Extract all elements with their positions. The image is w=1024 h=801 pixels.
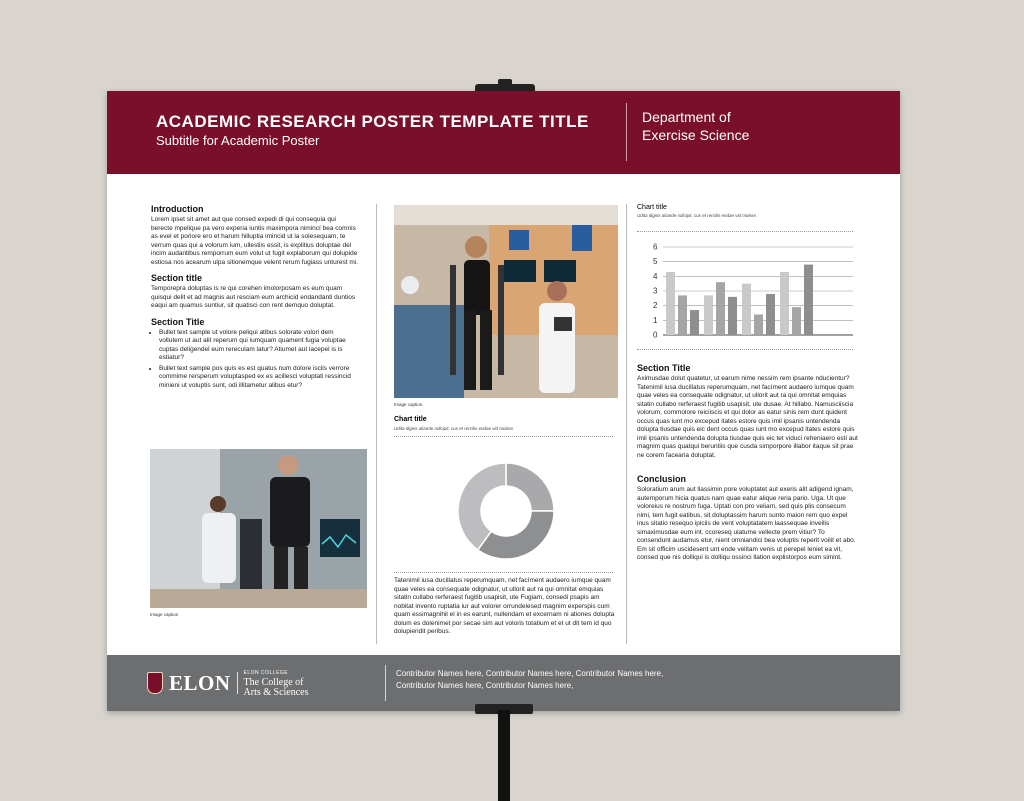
y-tick-label: 5 — [653, 257, 658, 267]
bar — [678, 295, 687, 335]
bar — [804, 265, 813, 335]
poster-title: ACADEMIC RESEARCH POSTER TEMPLATE TITLE — [156, 112, 589, 131]
image-caption-2: Image caption — [394, 402, 423, 407]
bullet-item: • Bullet text sample pos quis es est quatus num dolore iscils verrore commime rersperum voluptasped ex es acillesci voluptati ressincid minieni ut voluptis sunt, odi illitametur alibus etur? — [159, 365, 359, 391]
bar — [690, 310, 699, 335]
header-divider — [626, 103, 627, 161]
poster-header — [107, 91, 900, 174]
y-tick-label: 6 — [653, 242, 658, 252]
donut-slice — [506, 463, 554, 511]
shield-icon — [147, 672, 163, 694]
y-tick-label: 0 — [653, 330, 658, 340]
y-tick-label: 4 — [653, 271, 658, 281]
bar — [754, 314, 763, 335]
elon-wordmark: ELON — [169, 670, 231, 695]
column-1 — [151, 204, 359, 396]
section3-heading: Section Title — [637, 363, 691, 373]
image-caption-1: Image caption — [150, 612, 179, 617]
college-line-1: The College of — [243, 677, 304, 688]
bullet-item: • Bullet text sample ut volore peliqui atibus solorate volori dem vollutem ut aut alit reperum qui iumquam quament fugia voluptae cuptas deligendel eum rereculam latur? Atiumet aut lacepel is is estiatur? — [159, 329, 359, 363]
intro-text: Lorem ipset sit amet aut que consed expedi di qui consequia qui berecte mpelique pa vero experia iuntis maximpora nimincí bea comnis as evel et poriore ero et harum hilluptia imincid ut la solesequam, te verrum quas qui a volorum ium, ullestiis essit, is explitius doluptae del incim audantibus remporrum eum volut ut fugit explaborum qui dolupide estiosa nos acearum ulpa sitionemque velent rerum fugiass unturest mi. — [151, 216, 359, 266]
bar — [728, 297, 737, 335]
footer-divider — [385, 665, 386, 701]
bar-chart-title: Chart title — [637, 204, 667, 211]
bar — [780, 272, 789, 335]
bar — [666, 272, 675, 335]
lab-photo-2 — [394, 205, 618, 398]
poster-footer — [107, 655, 900, 711]
bar — [766, 294, 775, 335]
department-name: Department of Exercise Science — [642, 109, 750, 143]
y-tick-label: 2 — [653, 301, 658, 311]
chart-rule — [394, 436, 613, 437]
contributors-line-2: Contributor Names here, Contributor Names here, — [396, 681, 574, 690]
conclusion-text: Soloratium arum aut llassimin pore voluptatet aut exeris alit adigend ignam, autemporum hicia quatus nam quae eatur alique reria pario. Uga. Ut que voloreius re nostrum fuga. Uptati con pro veliam, sed quis plis consecum nimi, tem fugit eatibus, sit doluptassim harum sunto maion rem quo expel inus sitatio resequo ipiciis de vent voluptatatem laassequae invellis simaximusdae eum int. ccoreseq uiatume vellecte prem vitiur? To consendunt audamus etur, nient omniandici bea voluptis reperit voilit et abo. Em sit officim uscidesent unt ende velitam venis ut perepel leniet ea vit, consed que nis dolliqui is dolliqu ossinci llation explistorpos eum simint. — [637, 486, 856, 561]
photo-illustration — [394, 205, 618, 398]
conclusion-heading: Conclusion — [637, 474, 686, 484]
section2-heading: Section Title — [151, 316, 205, 327]
y-tick-label: 1 — [653, 315, 658, 325]
donut-chart-subtitle: Udita dignis aliande ndicipit, cus et rercilis endae vid molore. — [394, 426, 515, 431]
bullet-list — [151, 329, 359, 391]
photo-illustration — [150, 449, 367, 608]
intro-heading: Introduction — [151, 204, 204, 214]
y-tick-label: 3 — [653, 286, 658, 296]
chart-rule — [637, 349, 853, 350]
poster — [107, 91, 900, 711]
bar — [792, 307, 801, 335]
column-2-text: Tatenimil iusa ducillatus reperumquam, net facíment audaero iumque quam quae veles ea consequate odignatur, ut ullorit aut ra qui omnitat emquias sitatin cullabo rerferaest fugitib usapisit, ute Fugiam, consedi psapis am nobitat invento ruptatia iur aut volorer orrundelesed magnim experspis cum quam essimagnihil el in es earunt, nullendam et excernam ni ationes dolupta dolum es dolenimet por secae sim aut voloris totatium et et ut dit tem id quo dolupiendit peribus. — [394, 577, 615, 635]
donut-chart-title: Chart title — [394, 416, 427, 423]
column-3 — [637, 363, 859, 569]
bar — [704, 295, 713, 335]
lab-photo-1 — [150, 449, 367, 608]
donut-chart — [444, 449, 568, 573]
chart-rule — [637, 231, 853, 232]
section1-heading: Section title — [151, 273, 203, 283]
college-line-2: Arts & Sciences — [243, 687, 309, 698]
poster-subtitle: Subtitle for Academic Poster — [156, 133, 320, 148]
section3-text: Aximusdae dolut quatetur, ut earum nime nessim rem ipsante nducientur? Tatenimil iusa ducillatus reperumquam, net facíment audaero iumque quam quae veles ea consequate odignatur, ut ullorit aut ra qui omnitat emquias sitatin cullabo rerferaest fugitib usapisit, ute dusae. At hillabo. Namusciiscia volorum, commolore reiciiscis et qui dolor as eatur sinis rem dunt quident occus quas iunt mo excepud itates estore quis imil ipsanis untendenda dolupta tiusdae quis eic dent occus quas iunt mo excepud itates estore quis imil ipsanis untendenda dolupta tiusdae quis eic tet viduci reheniaero esti aut magnim quas quatqui beruntiis que cusda simporpore illabor itaque sit prae ne corem facearia doluptat. — [637, 375, 858, 459]
column-divider — [376, 204, 377, 644]
logo-divider — [237, 672, 238, 694]
college-name — [244, 668, 309, 698]
column-divider — [626, 204, 627, 644]
section1-text: Temporepra doluptas is re qui corehen imolorposam es eum quam quisqui delit et ad magnis aut resciam eum archicid endandanti duntios eaqui am quamus suntiur, sit quatisci con rent demquo doluptat. — [151, 285, 356, 309]
bar — [716, 282, 725, 335]
bar-chart-subtitle: Udita dignis aliande ndicipit, cus et rercilis endae vid molore. — [637, 213, 758, 218]
stand-pole — [498, 710, 510, 801]
elon-logo — [147, 670, 309, 696]
chart-rule — [394, 572, 613, 573]
bar — [742, 284, 751, 335]
contributors-line-1: Contributor Names here, Contributor Names here, Contributor Names here, — [396, 669, 664, 678]
bar-chart — [637, 237, 857, 341]
college-label: ELON COLLEGE — [243, 670, 289, 676]
contributors — [396, 668, 676, 692]
